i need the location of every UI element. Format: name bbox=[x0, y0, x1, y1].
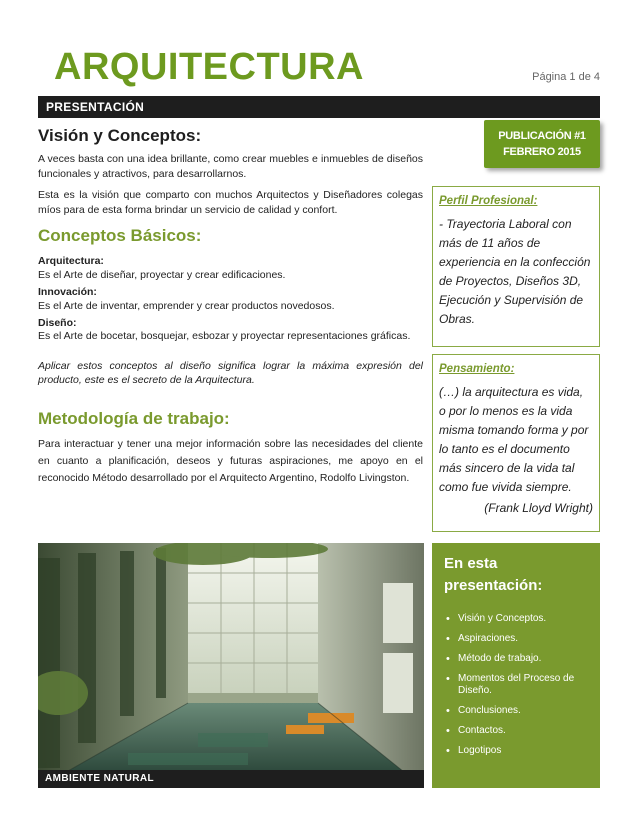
page-number: Página 1 de 4 bbox=[532, 71, 600, 83]
perfil-text: - Trayectoria Laboral con más de 11 años de experiencia en la confección de Proyectos, Diseños 3D, Ejecución y Supervisión de Obras. bbox=[439, 217, 591, 326]
pensamiento-author: (Frank Lloyd Wright) bbox=[484, 501, 593, 515]
section-bar: PRESENTACIÓN bbox=[38, 96, 600, 118]
metodologia-text: Para interactuar y tener una mejor información sobre las necesidades del cliente en cuanto a planificación, deseos y futuras aspiraciones, me apoyo en el reconocido Método desarrollado por el Arquitecto Argentino, Rodolfo Livingston. bbox=[38, 438, 423, 484]
metodologia-heading: Metodología de trabajo: bbox=[38, 409, 230, 428]
innovacion-text: Es el Arte de inventar, emprender y crear productos novedosos. bbox=[38, 300, 335, 312]
arquitectura-text: Es el Arte de diseñar, proyectar y crear edificaciones. bbox=[38, 269, 286, 281]
list-item: • Conclusiones. bbox=[444, 705, 588, 717]
pensamiento-box bbox=[432, 354, 600, 532]
interior-render-image bbox=[38, 543, 424, 788]
publication-date: FEBRERO 2015 bbox=[503, 146, 581, 158]
arquitectura-label: Arquitectura: bbox=[38, 255, 104, 267]
publication-number: PUBLICACIÓN #1 bbox=[498, 130, 586, 142]
publication-badge bbox=[484, 120, 600, 168]
vision-heading: Visión y Conceptos: bbox=[38, 126, 202, 145]
list-item: • Momentos del Proceso de Diseño. bbox=[444, 673, 588, 697]
conceptos-italic-note: Aplicar estos conceptos al diseño significa lograr la máxima expresión del producto, este es el secreto de la Arquitectura. bbox=[38, 360, 423, 386]
photo-caption: AMBIENTE NATURAL bbox=[38, 770, 424, 788]
presentation-box bbox=[432, 543, 600, 788]
list-item: • Aspiraciones. bbox=[444, 633, 588, 645]
main-column bbox=[38, 126, 423, 487]
architecture-photo bbox=[38, 543, 424, 788]
list-item: • Método de trabajo. bbox=[444, 653, 588, 665]
diseno-text: Es el Arte de bocetar, bosquejar, esbozar y proyectar representaciones gráficas. bbox=[38, 330, 411, 342]
presentation-title: En esta presentación: bbox=[444, 555, 543, 594]
pensamiento-title: Pensamiento: bbox=[439, 363, 515, 375]
list-item: • Contactos. bbox=[444, 725, 588, 737]
page-title: ARQUITECTURA bbox=[54, 46, 364, 88]
perfil-title: Perfil Profesional: bbox=[439, 195, 538, 207]
conceptos-heading: Conceptos Básicos: bbox=[38, 226, 202, 245]
vision-paragraph-2: Esta es la visión que comparto con muchos Arquitectos y Diseñadores colegas míos para de esta forma brindar un servicio de calidad y confort. bbox=[38, 189, 423, 216]
list-item: • Logotipos bbox=[444, 745, 588, 757]
innovacion-label: Innovación: bbox=[38, 286, 97, 298]
presentation-list bbox=[444, 613, 588, 757]
diseno-label: Diseño: bbox=[38, 317, 77, 329]
perfil-box bbox=[432, 186, 600, 347]
vision-paragraph-1: A veces basta con una idea brillante, como crear muebles e inmuebles de diseños funcionales y atractivos, para desarrollarnos. bbox=[38, 153, 423, 180]
pensamiento-text: (…) la arquitectura es vida, o por lo menos es la vida misma tomando forma y por lo tanto es el documento más sincero de la vida tal como fue vivida siempre. bbox=[439, 385, 589, 494]
list-item: • Visión y Conceptos. bbox=[444, 613, 588, 625]
